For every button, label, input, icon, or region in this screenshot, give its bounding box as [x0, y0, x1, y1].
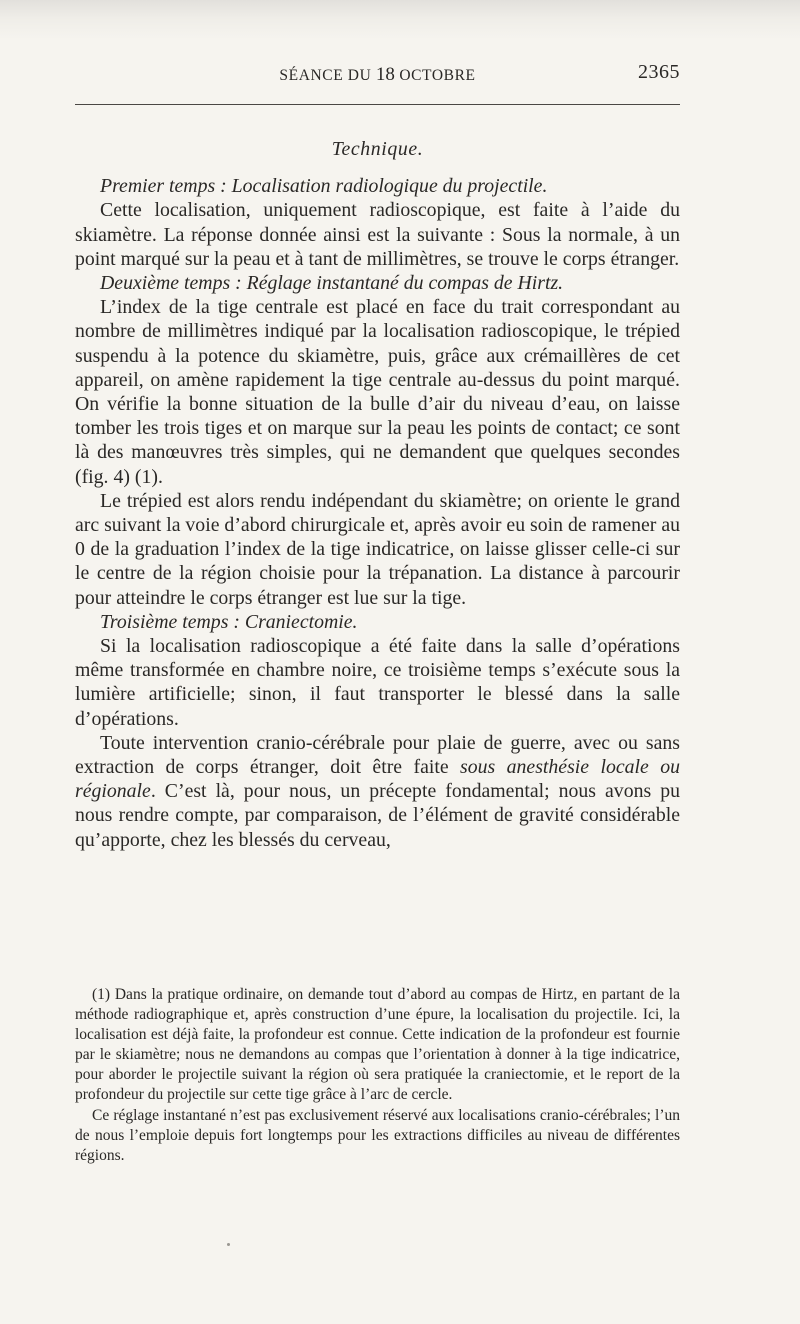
anesthesia-text-b: . C’est là, pour nous, un précepte fondamental; nous avons pu nous rendre compte, par comparaison, de l’élément de gravité considérable qu’apporte, chez les blessés du cerveau, [75, 780, 680, 851]
main-text [75, 137, 680, 852]
running-title [75, 64, 680, 86]
step-two-paragraph: L’index de la tige centrale est placé en face du trait correspondant au nombre de millimètres indiqué par la localisation radioscopique, le trépied suspendu à la potence du skiamètre, puis, grâce aux crémaillères de cet appareil, on amène rapidement la tige centrale au-dessus du point marqué. On vérifie la bonne situation de la bulle d’air du niveau d’eau, on laisse tomber les trois tiges et on marque sur la peau les points de contact; ce sont là des manœuvres très simples, qui ne demandent que quelques secondes (fig. 4) (1). [75, 296, 680, 488]
step-three-paragraph: Si la localisation radioscopique a été faite dans la salle d’opérations même transformée en chambre noire, ce troisième temps s’exécute sous la lumière artificielle; sinon, il faut transporter le blessé dans la salle d’opérations. [75, 635, 680, 730]
tripod-paragraph: Le trépied est alors rendu indépendant du skiamètre; on oriente le grand arc suivant la voie d’abord chirurgicale et, après avoir eu soin de ramener au 0 de la graduation l’index de la tige indicatrice, on laisse glisser celle-ci sur le centre de la région choisie pour la trépanation. La distance à parcourir pour atteindre le corps étranger est lue sur la tige. [75, 489, 680, 609]
running-title-part1: SÉANCE DU [279, 67, 376, 84]
footnote-1-continued: Ce réglage instantané n’est pas exclusivement réservé aux localisations cranio-cérébrales; l’un de nous l’emploie depuis fort longtemps pour les extractions difficiles au niveau de différentes régions. [75, 1106, 680, 1164]
anesthesia-emphasis: sous anesthésie locale ou régionale [75, 756, 680, 803]
page-number: 2365 [638, 61, 680, 83]
print-speck [227, 1243, 230, 1246]
anesthesia-text-a: Toute intervention cranio-cérébrale pour plaie de guerre, avec ou sans extraction de corps étranger, doit être faite [75, 731, 680, 779]
section-title: Technique. [331, 138, 424, 160]
running-title-part2: OCTOBRE [394, 67, 476, 84]
header-rule [75, 104, 680, 105]
step-one-paragraph: Cette localisation, uniquement radioscopique, est faite à l’aide du skiamètre. La réponse donnée ainsi est la suivante : Sous la normale, à un point marqué sur la peau et à tant de millimètres, se trouve le corps étranger. [75, 199, 680, 270]
step-two-heading: Deuxième temps : Réglage instantané du compas de Hirtz. [100, 272, 564, 295]
running-header [75, 60, 680, 90]
running-title-day: 18 [375, 64, 395, 85]
step-three-heading: Troisième temps : Craniectomie. [100, 610, 358, 633]
footnote-1: (1) Dans la pratique ordinaire, on demande tout d’abord au compas de Hirtz, en partant de la méthode radiographique et, après construction d’une épure, la localisation du projectile. Ici, la localisation est déjà faite, la profondeur est connue. Cette indication de la profondeur est fournie par le skiamètre; nous ne demandons au compas que l’orientation à donner à la tige indicatrice, pour aborder le projectile suivant la région où sera pratiquée la craniectomie, et le report de la profondeur du projectile sur cette tige grâce à l’arc de cercle. [75, 986, 680, 1104]
anesthesia-paragraph [75, 731, 680, 852]
step-one-heading: Premier temps : Localisation radiologique du projectile. [100, 175, 548, 198]
page-edge-shadow [0, 0, 800, 40]
footnotes [75, 985, 680, 1166]
